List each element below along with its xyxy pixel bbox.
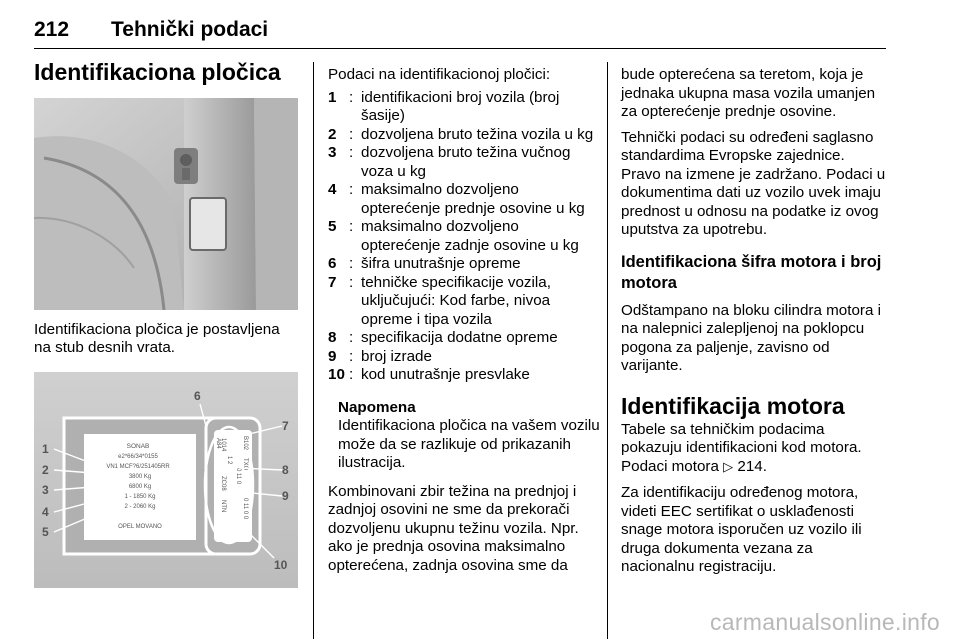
- list-item: [328, 329, 600, 348]
- list-item-number: 5: [328, 218, 337, 235]
- plate-text-gross-weight: 3800 Kg: [128, 473, 152, 480]
- right-column: [621, 66, 887, 577]
- callout-3: 3: [42, 482, 49, 497]
- axle-load-paragraph-continued: bude opterećena sa teretom, koja je jednaka ukupna masa vozila umanjen za opterećenje prednje osovine.: [621, 66, 876, 120]
- list-item: [328, 126, 600, 145]
- list-item-colon: :: [349, 347, 354, 365]
- list-item-number: 2: [328, 125, 337, 143]
- plate-vertical-text-6: B102: [242, 435, 248, 450]
- list-item-number: 8: [328, 329, 337, 346]
- column-divider-right: [607, 62, 608, 639]
- section-title-engine-identification: Identifikacija motora: [621, 392, 845, 419]
- engine-tables-text: Tabele sa tehničkim podacima pokazuju identifikacioni kod motora. Podaci motora: [621, 420, 862, 475]
- list-item-text: broj izrade: [361, 347, 432, 365]
- eu-standards-paragraph: Tehnički podaci su određeni saglasno standardima Evropske zajednice. Pravo na izmene je zadržano. Podaci u dokumentima dati uz vozilo uvek imaju prednost u odnosu na podatke iz ovog uputstva za upotrebu.: [621, 128, 886, 238]
- callout-5: 5: [42, 524, 49, 539]
- list-item-number: 3: [328, 144, 337, 161]
- list-item-number: 1: [328, 88, 337, 106]
- plate-data-intro: Podaci na identifikacionoj pločici:: [328, 66, 551, 83]
- note-text: Identifikaciona pločica na vašem vozilu može da se razlikuje od prikazanih ilustracija.: [338, 417, 600, 471]
- plate-vertical-text-2: A84: [215, 437, 221, 449]
- list-item-number: 9: [328, 347, 337, 365]
- list-item: [328, 89, 600, 126]
- watermark: carmanualsonline.info: [709, 609, 940, 635]
- plate-vertical-text-8: 0 11 0: [235, 467, 241, 484]
- list-item-colon: :: [349, 181, 354, 198]
- plate-vertical-text-5: NTN: [220, 499, 226, 512]
- list-item-text: kod unutrašnje presvlake: [361, 366, 530, 383]
- section-title-identification-plate: Identifikaciona pločica: [34, 59, 281, 85]
- engine-code-paragraph: Odštampano na bloku cilindra motora i na nalepnici zalepljenoj na poklopcu pogona za paljenje, zavisno od varijante.: [621, 301, 882, 374]
- door-pillar-photo: [34, 98, 298, 310]
- list-item-colon: :: [349, 144, 354, 161]
- list-item-colon: :: [349, 329, 354, 346]
- callout-7: 7: [282, 418, 289, 433]
- list-item-colon: :: [349, 255, 354, 272]
- list-item: [328, 144, 600, 181]
- list-item-text: maksimalno dozvoljeno opterećenje prednje osovine u kg: [361, 181, 585, 217]
- list-item: [328, 366, 600, 385]
- plate-text-front-axle: 1 - 1850 Kg: [124, 493, 156, 500]
- callout-2: 2: [42, 462, 49, 477]
- list-item-colon: :: [349, 366, 354, 383]
- callout-9: 9: [282, 488, 289, 503]
- middle-column: [328, 66, 600, 575]
- engine-data-page-link[interactable]: 214: [737, 457, 763, 475]
- list-item: [328, 181, 600, 218]
- list-item-colon: :: [349, 88, 354, 106]
- list-item: [328, 274, 600, 330]
- engine-code-subheading: Identifikaciona šifra motora i broj motora: [621, 252, 882, 292]
- list-item-text: šifra unutrašnje opreme: [361, 255, 521, 272]
- list-item-number: 4: [328, 181, 337, 198]
- callout-1: 1: [42, 441, 49, 456]
- plate-vertical-text-1: 1014: [220, 437, 226, 451]
- plate-text-train-weight: 6800 Kg: [128, 483, 152, 490]
- list-item-number: 10: [328, 366, 345, 383]
- list-item-text: maksimalno dozvoljeno opterećenje zadnje osovine u kg: [361, 218, 579, 254]
- list-item: [328, 348, 600, 367]
- list-item-colon: :: [349, 125, 354, 143]
- plate-text-rear-axle: 2 - 2060 Kg: [124, 503, 156, 510]
- eec-certificate-paragraph: Za identifikaciju određenog motora, videti EEC sertifikat o usklađenosti snage motora isporučen uz vozilo ili druga dokumenta vezana za nacionalnu registraciju.: [621, 484, 862, 575]
- left-column: [34, 58, 298, 593]
- note-heading: Napomena: [338, 398, 416, 416]
- engine-tables-text-end: .: [762, 457, 767, 475]
- callout-6: 6: [194, 388, 201, 403]
- plate-text-maker: SONAB: [126, 442, 150, 450]
- callout-8: 8: [282, 462, 289, 477]
- header-rule: [34, 48, 886, 49]
- list-item-text: dozvoljena bruto težina vozila u kg: [361, 125, 594, 143]
- plate-location-caption: Identifikaciona pločica je postavljena na stub desnih vrata.: [34, 320, 280, 356]
- list-item: [328, 255, 600, 274]
- plate-data-list: [328, 89, 600, 385]
- note-box: [338, 399, 600, 473]
- column-divider-left: [313, 62, 314, 639]
- engine-tables-paragraph: [621, 421, 887, 478]
- list-item-text: tehničke specifikacije vozila, uključujući: Kod farbe, nivoa opreme i tipa vozila: [361, 273, 551, 328]
- page-number: 212: [34, 18, 70, 41]
- list-item-text: identifikacioni broj vozila (broj šasije): [361, 88, 560, 124]
- list-item-colon: :: [349, 218, 354, 235]
- plate-vertical-text-7: TXO: [242, 457, 248, 470]
- plate-vertical-text-3: 1 2: [226, 455, 232, 464]
- plate-text-approval: e2*66/34*0155: [118, 453, 158, 460]
- list-item-number: 7: [328, 273, 337, 291]
- list-item-text: specifikacija dodatne opreme: [361, 329, 558, 346]
- plate-vertical-text-9: 0 11 0 0: [242, 497, 248, 519]
- list-item-text: dozvoljena bruto težina vučnog voza u kg: [361, 144, 571, 180]
- list-item: [328, 218, 600, 255]
- callout-10: 10: [274, 557, 288, 572]
- identification-plate-diagram: [34, 372, 298, 588]
- chapter-title: Tehnički podaci: [111, 18, 269, 41]
- list-item-number: 6: [328, 255, 337, 272]
- page-reference-arrow-icon: ▷: [723, 459, 734, 475]
- plate-text-model: OPEL MOVANO: [118, 523, 162, 530]
- list-item-colon: :: [349, 273, 354, 291]
- plate-vertical-text-4: ZC08: [220, 475, 226, 491]
- axle-load-paragraph: Kombinovani zbir težina na prednjoj i zadnjoj osovini ne sme da prekorači dozvoljenu ukupnu težinu vozila. Npr. ako je prednja osovina maksimalno opterećena, zadnja osovina sme da: [328, 482, 579, 574]
- plate-text-vin: VN1 MCF?6/251405RR: [106, 463, 170, 470]
- callout-4: 4: [42, 504, 49, 519]
